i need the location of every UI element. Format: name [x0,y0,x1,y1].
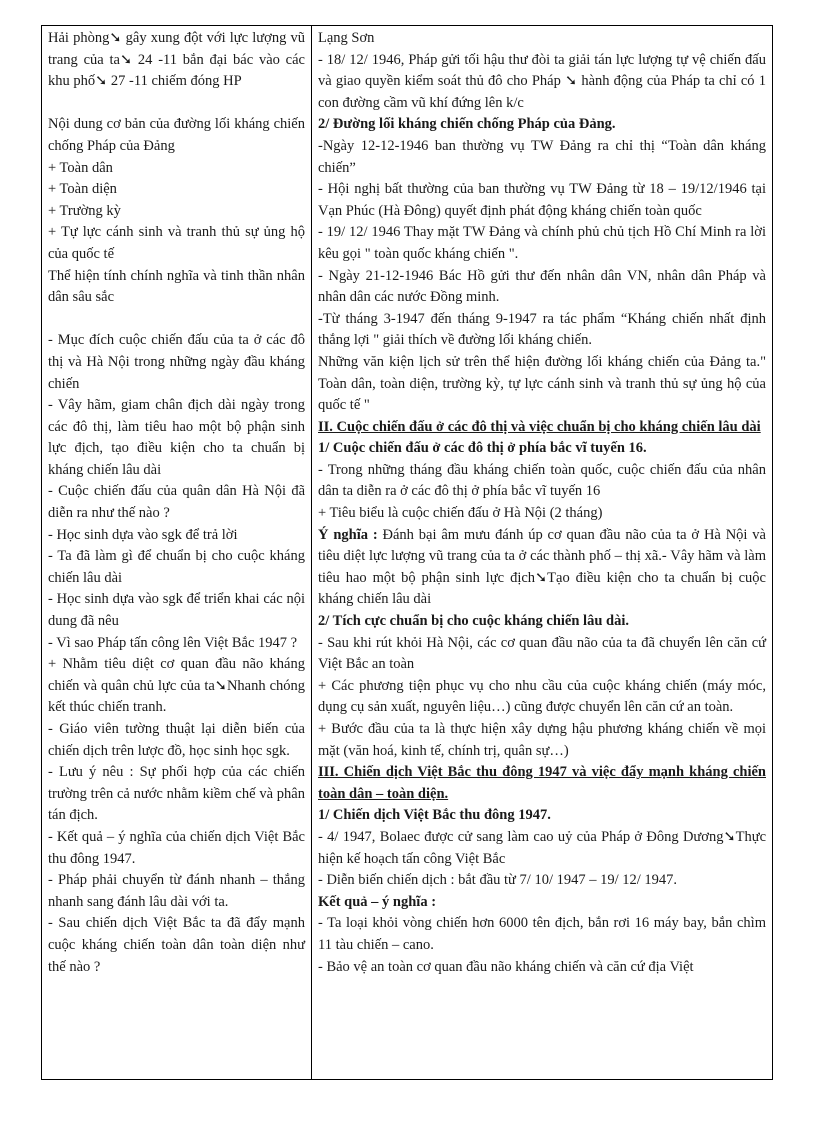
paragraph-lead: Ý nghĩa : [318,526,378,543]
paragraph: - Kết quả – ý nghĩa của chiến dịch Việt Bắc thu đông 1947. [48,828,305,867]
paragraph: - Hội nghị bất thường của ban thường vụ TW Đảng từ 18 – 19/12/1946 tại Vạn Phúc (Hà Đông) quyết định phát động kháng chiến toàn quốc [318,181,766,219]
paragraph: - Cuộc chiến đấu của quân dân Hà Nội đã diễn ra như thế nào ? [48,483,305,522]
paragraph: - Lưu ý nêu : Sự phối hợp của các chiến trường trên cả nước nhằm kiềm chế và phân tán địch. [48,764,305,824]
paragraph: - Ta loại khỏi vòng chiến hơn 6000 tên địch, bắn rơi 16 máy bay, bắn chìm 11 tàu chiến – cano. [318,915,766,953]
paragraph: Lạng Sơn [318,30,375,46]
paragraph: - 4/ 1947, Bolaec được cử sang làm cao uỷ của Pháp ở Đông Dương➘Thực hiện kế hoạch tấn công Việt Bắc [318,828,766,867]
paragraph: - Giáo viên tường thuật lại diễn biến của chiến dịch trên lược đồ, học sinh học sgk. [48,721,305,759]
lesson-table [41,25,773,1080]
paragraph: - Ta đã làm gì để chuẩn bị cho cuộc kháng chiến lâu dài [48,548,305,586]
paragraph: + Tiêu biểu là cuộc chiến đấu ở Hà Nội (2 tháng) [318,505,603,522]
section-heading: Kết quả – ý nghĩa : [318,893,437,910]
blank-line [48,309,305,331]
blank-line [48,93,305,115]
chapter-heading: II. Cuộc chiến đấu ở các đô thị và việc chuẩn bị cho kháng chiến lâu dài [318,418,761,435]
paragraph: + Nhằm tiêu diệt cơ quan đầu não kháng chiến và quân chủ lực của ta➘Nhanh chóng kết thúc chiến tranh. [48,656,305,716]
paragraph: + Toàn dân [48,159,113,176]
paragraph: - Pháp phải chuyển từ đánh nhanh – thắng nhanh sang đánh lâu dài với ta. [48,872,305,910]
paragraph: - Sau khi rút khỏi Hà Nội, các cơ quan đầu não của ta đã chuyển lên căn cứ Việt Bắc an toàn [318,634,766,673]
paragraph: + Tự lực cánh sinh và tranh thủ sự ủng hộ của quốc tế [48,224,305,262]
paragraph: - Sau chiến dịch Việt Bắc ta đã đẩy mạnh cuộc kháng chiến toàn dân toàn diện như thế nào ? [48,915,305,975]
paragraph: -Từ tháng 3-1947 đến tháng 9-1947 ra tác phẩm “Kháng chiến nhất định thắng lợi " giải thích về đường lối kháng chiến. [318,310,766,349]
lesson-content-column [312,26,773,1080]
paragraph-text: Đánh bại âm mưu đánh úp cơ quan đầu não của ta ở Hà Nội và tiêu diệt lực lượng vũ trang của ta ở các thành phố – thị xã.- Vây hãm và làm tiêu hao một bộ phận sinh lực địch➘Tạo điều kiện cho ta chuẩn bị cuộc kháng chiến lâu dài [318,526,766,608]
paragraph: - Học sinh dựa vào sgk để triển khai các nội dung đã nêu [48,591,305,630]
paragraph: Thể hiện tính chính nghĩa và tinh thần nhân dân sâu sắc [48,267,305,306]
paragraph: - Mục đích cuộc chiến đấu của ta ở các đô thị và Hà Nội trong những ngày đầu kháng chiến [48,332,305,392]
paragraph: - Trong những tháng đầu kháng chiến toàn quốc, cuộc chiến đấu của nhân dân ta diễn ra ở các đô thị ở phía bắc vĩ tuyến 16 [318,461,766,500]
teacher-activity-column [42,26,312,1080]
paragraph: - Ngày 21-12-1946 Bác Hồ gửi thư đến nhân dân VN, nhân dân Pháp và nhân dân các nước Đồng minh. [318,267,766,306]
table-row [42,26,773,1080]
paragraph: Hải phòng➘ gây xung đột với lực lượng vũ trang của ta➘ 24 -11 bắn đại bác vào các khu phố➘ 27 -11 chiếm đóng HP [48,30,305,90]
paragraph: + Các phương tiện phục vụ cho nhu cầu của cuộc kháng chiến (máy móc, dụng cụ sản xuất, nguyên liệu…) cũng được chuyển lên căn cứ an toàn. [318,677,766,716]
paragraph: -Ngày 12-12-1946 ban thường vụ TW Đảng ra chỉ thị “Toàn dân kháng chiến” [318,137,766,176]
paragraph: - Học sinh dựa vào sgk để trả lời [48,526,238,543]
paragraph: - 18/ 12/ 1946, Pháp gửi tối hậu thư đòi ta giải tán lực lượng tự vệ chiến đấu và giao quyền kiểm soát thủ đô cho Pháp ➘ hành động của Pháp ta chỉ có 1 con đường cầm vũ khí đứng lên k/c [318,51,766,111]
section-heading: 2/ Tích cực chuẩn bị cho cuộc kháng chiến lâu dài. [318,613,629,630]
paragraph: Nội dung cơ bản của đường lối kháng chiến chống Pháp của Đảng [48,116,305,154]
paragraph: - Bảo vệ an toàn cơ quan đầu não kháng chiến và căn cứ địa Việt [318,958,694,975]
chapter-heading: III. Chiến dịch Việt Bắc thu đông 1947 và việc đẩy mạnh kháng chiến toàn dân – toàn diện. [318,764,766,802]
paragraph [318,525,766,611]
paragraph: + Toàn diện [48,181,117,198]
paragraph: + Bước đầu của ta là thực hiện xây dựng hậu phương kháng chiến về mọi mặt (văn hoá, kinh tế, chính trị, quân sự…) [318,721,766,759]
document-page [41,25,773,1080]
paragraph: + Trường kỳ [48,202,121,219]
section-heading: 1/ Chiến dịch Việt Bắc thu đông 1947. [318,807,551,824]
section-heading: 2/ Đường lối kháng chiến chống Pháp của Đảng. [318,116,616,133]
paragraph: - Vây hãm, giam chân địch dài ngày trong các đô thị, làm tiêu hao một bộ phận sinh lực địch, tạo điều kiện cho ta chuẩn bị kháng chiến lâu dài [48,397,305,478]
paragraph: - Diễn biến chiến dịch : bắt đầu từ 7/ 10/ 1947 – 19/ 12/ 1947. [318,872,678,889]
paragraph: Những văn kiện lịch sử trên thể hiện đường lối kháng chiến của Đảng ta." Toàn dân, toàn diện, trường kỳ, tự lực cánh sinh và tranh thủ sự ủng hộ của quốc tế " [318,353,766,414]
paragraph: - Vì sao Pháp tấn công lên Việt Bắc 1947 ? [48,634,298,651]
section-heading: 1/ Cuộc chiến đấu ở các đô thị ở phía bắc vĩ tuyến 16. [318,440,647,457]
paragraph: - 19/ 12/ 1946 Thay mặt TW Đảng và chính phủ chủ tịch Hồ Chí Minh ra lời kêu gọi " toàn quốc kháng chiến ". [318,224,766,262]
